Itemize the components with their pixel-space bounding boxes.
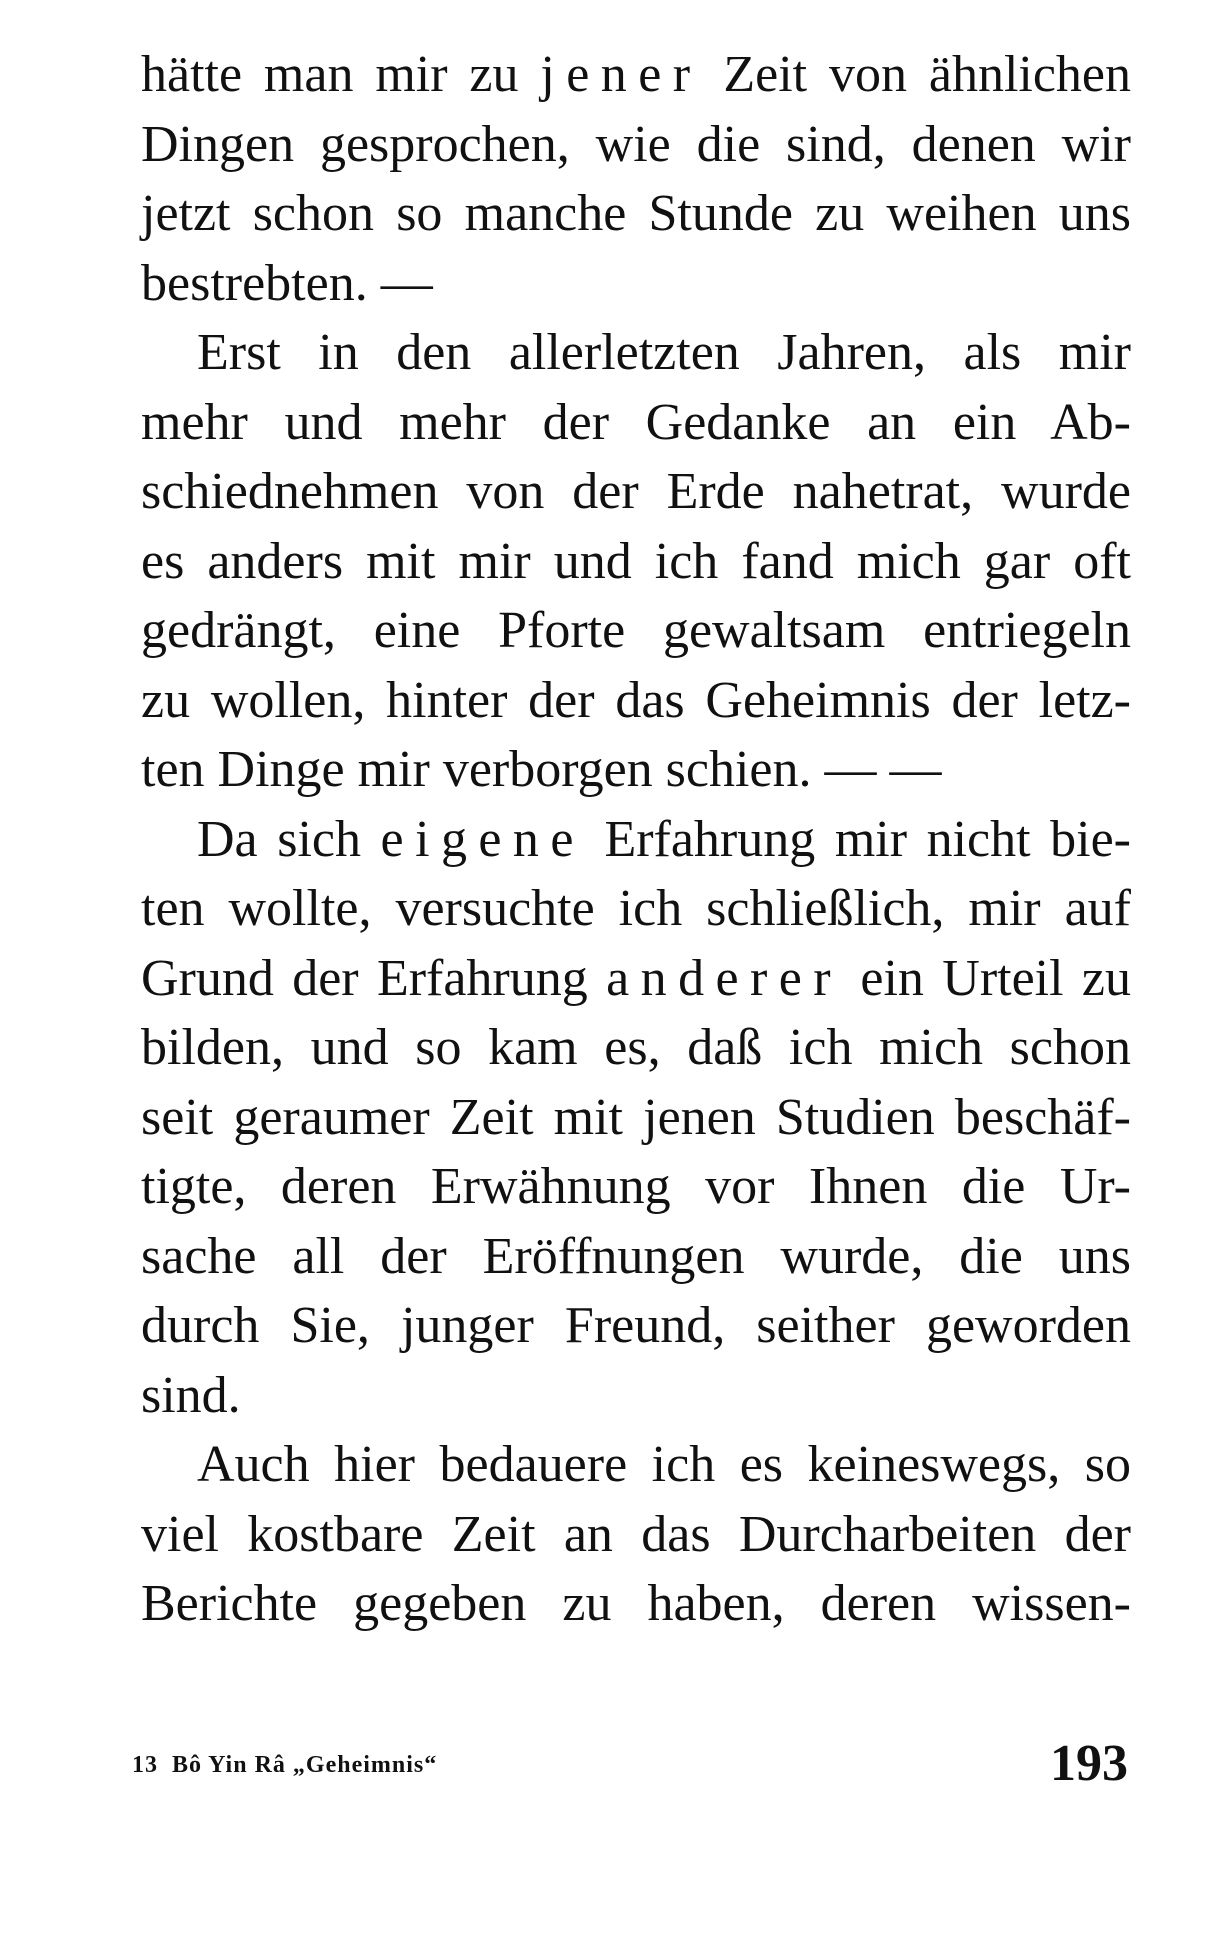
text-segment: jetzt schon so manche Stunde zu weihen uns [141, 185, 1131, 242]
text-line [141, 944, 1131, 1014]
printer-signature-mark [132, 1752, 451, 1779]
text-segment: sache all der Eröffnungen wurde, die uns [141, 1227, 1131, 1285]
text-line [141, 1291, 1131, 1361]
emphasized-word: jener [540, 46, 702, 103]
text-segment: ten wollte, versuchte ich schließlich, mir auf [141, 880, 1131, 937]
text-segment: Berichte gegeben zu haben, deren wissen- [141, 1575, 1131, 1632]
text-line [141, 1222, 1131, 1292]
text-segment: ein Urteil zu [842, 949, 1132, 1007]
text-segment: bilden, und so kam es, daß ich mich schon [141, 1019, 1131, 1076]
text-line [141, 735, 1131, 805]
text-line [141, 527, 1131, 597]
text-segment: zu wollen, hinter der das Geheimnis der letz- [141, 671, 1131, 729]
text-segment: mehr und mehr der Gedanke an ein Ab- [141, 393, 1131, 451]
text-line [141, 179, 1131, 249]
text-segment: viel kostbare Zeit an das Durcharbeiten der [141, 1505, 1131, 1563]
body-text [141, 40, 1131, 1639]
text-segment: schiednehmen von der Erde nahetrat, wurde [141, 463, 1131, 520]
text-line [141, 110, 1131, 180]
signature-title: Bô Yin Râ „Geheimnis“ [172, 1752, 438, 1778]
text-line [141, 666, 1131, 736]
text-line [141, 249, 1131, 319]
text-line [141, 40, 1131, 110]
emphasized-word: anderer [606, 949, 843, 1007]
text-line [141, 1500, 1131, 1570]
text-line [141, 1430, 1131, 1500]
text-line [141, 457, 1131, 527]
signature-number: 13 [132, 1752, 158, 1778]
text-line [141, 318, 1131, 388]
text-segment: sind. [141, 1366, 241, 1424]
text-line [141, 1013, 1131, 1083]
text-segment: Da sich [197, 810, 381, 868]
text-line [141, 388, 1131, 458]
page-number: 193 [1050, 1735, 1128, 1792]
text-line [141, 1361, 1131, 1431]
text-segment: es anders mit mir und ich fand mich gar oft [141, 532, 1131, 590]
text-line [141, 1152, 1131, 1222]
text-segment: Zeit von ähnlichen [701, 46, 1131, 103]
text-segment: Grund der Erfahrung [141, 949, 607, 1007]
text-line [141, 1569, 1131, 1639]
text-line [141, 805, 1131, 875]
text-segment: bestrebten. — [141, 254, 433, 312]
text-segment: seit geraumer Zeit mit jenen Studien beschäf- [141, 1088, 1131, 1146]
text-segment: Erst in den allerletzten Jahren, als mir [197, 324, 1131, 381]
text-segment: ten Dinge mir verborgen schien. — — [141, 741, 942, 798]
emphasized-word: eigene [380, 810, 585, 868]
text-segment: hätte man mir zu [141, 46, 541, 103]
text-segment: Dingen gesprochen, wie die sind, denen wir [141, 115, 1131, 173]
text-line [141, 1083, 1131, 1153]
text-segment: gedrängt, eine Pforte gewaltsam entriegeln [141, 602, 1131, 659]
text-segment: Erfahrung mir nicht bie- [584, 810, 1131, 868]
text-segment: tigte, deren Erwähnung vor Ihnen die Ur- [141, 1158, 1131, 1215]
text-segment: durch Sie, junger Freund, seither geworden [141, 1297, 1131, 1354]
text-segment: Auch hier bedauere ich es keineswegs, so [197, 1436, 1131, 1493]
text-line [141, 596, 1131, 666]
text-line [141, 874, 1131, 944]
